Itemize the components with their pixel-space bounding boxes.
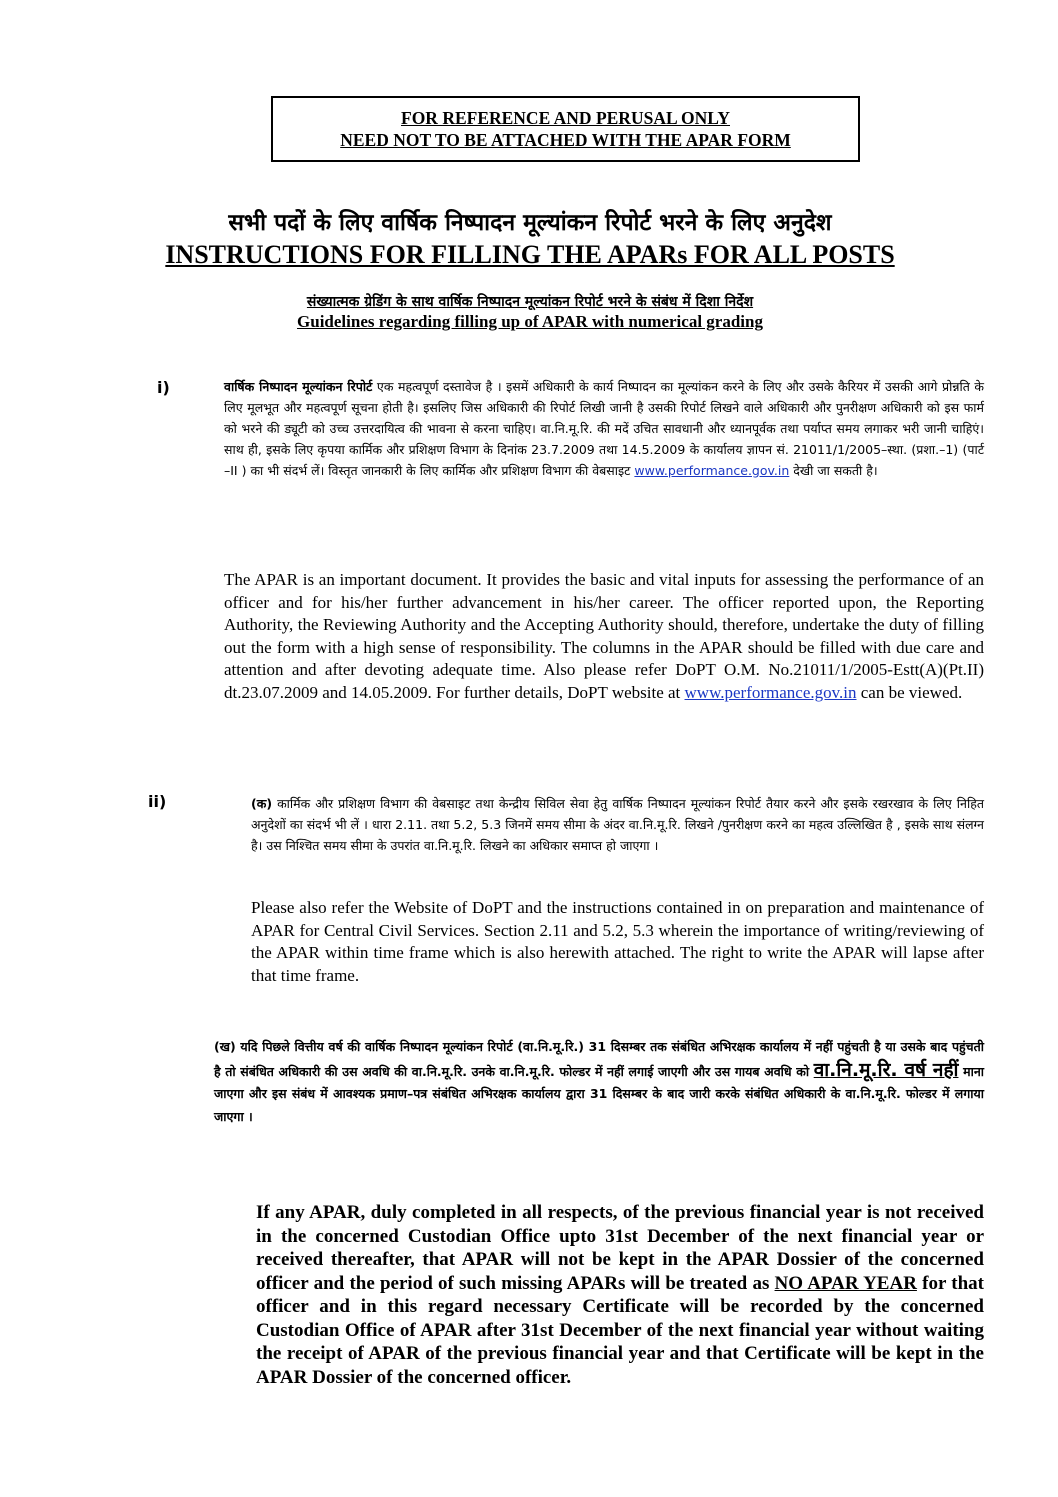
section-2b-english-paragraph: [256, 1201, 984, 1389]
section-1-hindi-lead: वार्षिक निष्पादन मूल्यांकन रिपोर्ट: [224, 379, 373, 394]
section-1-hindi-body: एक महत्वपूर्ण दस्तावेज है । इसमें अधिकारी के कार्य निष्पादन का मूल्यांकन करने के लिए और उसके कैरियर में उसकी आगे प्रोन्नति के लिए मूलभूत और महत्वपूर्ण सूचना होती है। इसलिए जिस अधिकारी की रिपोर्ट लिखी जानी है उसकी रिपोर्ट लिखने वाले अधिकारी और पुनरीक्षण अधिकारी को इस फार्म को भरने की ड्यूटी को उच्च उत्तरदायित्व की भावना से करना चाहिए। वा.नि.मू.रि. की मदें उचित सावधानी और ध्यानपूर्वक तथा पर्याप्त समय लगाकर भरी जानी चाहिएं। साथ ही, इसके लिए कृपया कार्मिक और प्रशिक्षण विभाग के दिनांक 23.7.2009 तथा 14.5.2009 के कार्यालय ज्ञापन सं. 21011/1/2005–स्था. (प्रशा.–1) (पार्ट –II ) का भी संदर्भ लें। विस्तृत जानकारी के लिए कार्मिक और प्रशिक्षण विभाग की वेबसाइट: [224, 379, 984, 478]
section-1-marker: i): [157, 378, 170, 397]
section-2b-hindi-paragraph: [214, 1036, 984, 1128]
notice-line-1: FOR REFERENCE AND PERUSAL ONLY: [401, 108, 730, 128]
section-2b-hindi-body-2: माना जाएगा और इस संबंध में आवश्यक प्रमाण–पत्र संबंधित अभिरक्षक कार्यालय द्वारा 31 दिसम्बर के बाद जारी करके संबंधित अधिकारी के वा.नि.मू.रि. फोल्डर में लगाया जाएगा ।: [214, 1063, 984, 1124]
performance-website-link-hindi[interactable]: www.performance.gov.in: [634, 463, 790, 478]
subtitle-hindi: संख्यात्मक ग्रेडिंग के साथ वार्षिक निष्पादन मूल्यांकन रिपोर्ट भरने के संबंध में दिशा निर्देश: [306, 294, 754, 310]
section-2b-marker: (ख): [214, 1039, 236, 1054]
reference-notice-box: [271, 96, 860, 162]
section-1-hindi-tail: देखी जा सकती है।: [789, 463, 878, 478]
performance-website-link-english[interactable]: www.performance.gov.in: [684, 682, 857, 702]
notice-line-2: NEED NOT TO BE ATTACHED WITH THE APAR FORM: [340, 130, 791, 150]
section-2a-hindi-body: कार्मिक और प्रशिक्षण विभाग की वेबसाइट तथा केन्द्रीय सिविल सेवा हेतु वार्षिक निष्पादन मूल्यांकन रिपोर्ट तैयार करने और इसके रखरखाव के लिए निहित अनुदेशों का संदर्भ भी लें । धारा 2.11. तथा 5.2, 5.3 जिनमें समय सीमा के अंदर वा.नि.मू.रि. लिखने /पुनरीक्षण करने का महत्व उल्लिखित है , इसके साथ संलग्न है। उस निश्चित समय सीमा के उपरांत वा.नि.मू.रि. लिखने का अधिकार समाप्त हो जाएगा ।: [251, 796, 984, 853]
section-2b-hindi-body-1: यदि पिछले वित्तीय वर्ष की वार्षिक निष्पादन मूल्यांकन रिपोर्ट (वा.नि.मू.रि.) 31 दिसम्बर तक संबंधित अभिरक्षक कार्यालय में नहीं पहुंचती है या उसके बाद पहुंचती है तो संबंधित अधिकारी की उस अवधि की वा.नि.मू.रि. उनके वा.नि.मू.रि. फोल्डर में नहीं लगाई जाएगी और उस गायब अवधि को: [214, 1039, 984, 1079]
title-hindi: सभी पदों के लिए वार्षिक निष्पादन मूल्यांकन रिपोर्ट भरने के लिए अनुदेश: [228, 210, 832, 236]
section-1-english-body: The APAR is an important document. It provides the basic and vital inputs for assessing the performance of an officer and for his/her further advancement in his/her career. The officer reported upon, the Reporting Authority, the Reviewing Authority and the Accepting Authority should, therefore, undertake the duty of filling out the form with a high sense of responsibility. The columns in the APAR should be filled with due care and attention and after devoting adequate time. Also please refer DoPT O.M. No.21011/1/2005-Estt(A)(Pt.II) dt.23.07.2009 and 14.05.2009. For further details, DoPT website at: [224, 570, 984, 702]
section-1-hindi-paragraph: [224, 376, 984, 481]
section-2b-english-body-1: If any APAR, duly completed in all respects, of the previous financial year is not received in the concerned Custodian Office upto 31st December of the next financial year or received thereafter, that APAR will not be kept in the APAR Dossier of the concerned officer and the period of such missing APARs will be treated as: [256, 1202, 984, 1294]
section-2a-hindi-paragraph: [251, 793, 984, 856]
section-1-english-paragraph: [224, 569, 984, 704]
title-english: INSTRUCTIONS FOR FILLING THE APARs FOR ALL POSTS: [165, 240, 895, 269]
section-1-english-tail: can be viewed.: [856, 682, 963, 702]
section-2-marker: ii): [148, 792, 167, 811]
section-2a-marker: (क): [251, 796, 273, 811]
no-apar-year-hindi-emphasis: वा.नि.मू.रि. वर्ष नहीं: [813, 1058, 959, 1081]
no-apar-year-emphasis: NO APAR YEAR: [774, 1272, 917, 1294]
section-2b-english-body-2: for that officer and in this regard necessary Certificate will be recorded by the concerned Custodian Office of APAR after 31st December of the next financial year without waiting the receipt of APAR of the previous financial year and that Certificate will be kept in the APAR Dossier of the concerned officer.: [256, 1272, 984, 1388]
subtitle-english: Guidelines regarding filling up of APAR with numerical grading: [297, 312, 763, 331]
section-2a-english-paragraph: Please also refer the Website of DoPT and the instructions contained in on preparation and maintenance of APAR for Central Civil Services. Section 2.11 and 5.2, 5.3 wherein the importance of writing/reviewing of the APAR within time frame which is also herewith attached. The right to write the APAR will lapse after that time frame.: [251, 898, 984, 985]
